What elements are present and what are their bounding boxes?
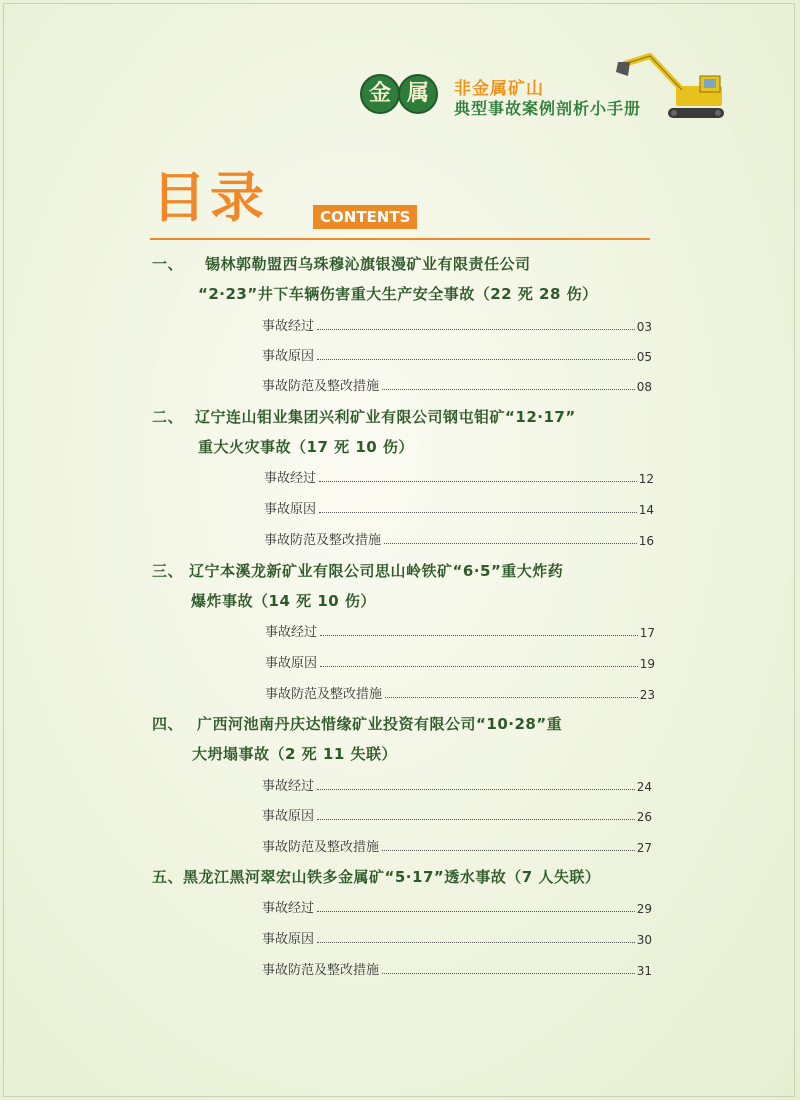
dot-leader xyxy=(320,635,638,636)
logo-seal-metal: 属 xyxy=(398,74,438,114)
toc-entry[interactable] xyxy=(262,314,652,334)
section-title-line2[interactable]: 重大火灾事故（17 死 10 伤） xyxy=(198,438,414,456)
section-number: 四、 xyxy=(152,715,184,733)
logo-seal-gold: 金 xyxy=(360,74,400,114)
dot-leader xyxy=(317,819,635,820)
section-title-line2[interactable]: 爆炸事故（14 死 10 伤） xyxy=(191,592,376,610)
toc-entry-label: 事故防范及整改措施 xyxy=(262,963,380,978)
toc-entry[interactable] xyxy=(265,651,655,671)
toc-entry[interactable] xyxy=(262,344,652,364)
section-number: 五、 xyxy=(152,868,184,886)
toc-entry-label: 事故防范及整改措施 xyxy=(265,687,383,702)
section-number: 一、 xyxy=(152,255,184,273)
toc-page-number: 12 xyxy=(638,472,654,486)
dot-leader xyxy=(317,942,635,943)
toc-page-number: 26 xyxy=(636,810,652,824)
section-title-line1: 广西河池南丹庆达惜缘矿业投资有限公司“10·28”重 xyxy=(197,715,563,733)
toc-entry-label: 事故经过 xyxy=(262,319,315,334)
dot-leader xyxy=(382,389,635,390)
toc-entry[interactable] xyxy=(262,958,652,978)
dot-leader xyxy=(385,697,638,698)
dot-leader xyxy=(317,359,635,360)
heading-divider xyxy=(150,238,650,240)
toc-entry-label: 事故原因 xyxy=(264,502,317,517)
section-title-line1: 辽宁连山钼业集团兴利矿业有限公司钢屯钼矿“12·17” xyxy=(195,408,576,426)
toc-entry-label: 事故防范及整改措施 xyxy=(262,840,380,855)
dot-leader xyxy=(319,481,637,482)
series-title-line1: 非金属矿山 xyxy=(454,79,544,99)
section-title[interactable] xyxy=(152,406,576,427)
toc-entry-label: 事故原因 xyxy=(265,656,318,671)
toc-page-number: 31 xyxy=(636,964,652,978)
toc-page-number: 30 xyxy=(636,933,652,947)
toc-entry[interactable] xyxy=(262,835,652,855)
toc-entry[interactable] xyxy=(262,927,652,947)
section-title[interactable] xyxy=(152,713,562,734)
section-number: 三、 xyxy=(152,562,184,580)
toc-entry-label: 事故防范及整改措施 xyxy=(262,379,380,394)
toc-page-number: 16 xyxy=(638,534,654,548)
section-title-line2[interactable]: “2·23”井下车辆伤害重大生产安全事故（22 死 28 伤） xyxy=(198,285,598,303)
section-title-line1: 锡林郭勒盟西乌珠穆沁旗银漫矿业有限责任公司 xyxy=(205,255,531,273)
section-title[interactable] xyxy=(152,560,563,581)
toc-entry[interactable] xyxy=(262,774,652,794)
toc-entry-label: 事故经过 xyxy=(265,625,318,640)
toc-page-number: 27 xyxy=(636,841,652,855)
toc-entry[interactable] xyxy=(264,466,654,486)
toc-entry-label: 事故原因 xyxy=(262,932,315,947)
toc-page-number: 17 xyxy=(639,626,655,640)
toc-page-number: 03 xyxy=(636,320,652,334)
toc-entry-label: 事故原因 xyxy=(262,809,315,824)
toc-page-number: 19 xyxy=(639,657,655,671)
toc-entry[interactable] xyxy=(262,374,652,394)
toc-entry-label: 事故经过 xyxy=(262,901,315,916)
toc-entry[interactable] xyxy=(265,682,655,702)
dot-leader xyxy=(382,850,635,851)
toc-page-number: 08 xyxy=(636,380,652,394)
section-title-line2[interactable]: 大坍塌事故（2 死 11 失联） xyxy=(192,745,397,763)
section-title[interactable] xyxy=(152,866,600,887)
toc-page-number: 14 xyxy=(638,503,654,517)
toc-entry-label: 事故经过 xyxy=(264,471,317,486)
section-number: 二、 xyxy=(152,408,184,426)
section-title-line1: 辽宁本溪龙新矿业有限公司思山岭铁矿“6·5”重大炸药 xyxy=(189,562,564,580)
page-title: 目录 xyxy=(152,166,268,229)
section-title[interactable] xyxy=(152,253,531,274)
toc-entry[interactable] xyxy=(262,896,652,916)
dot-leader xyxy=(384,543,637,544)
dot-leader xyxy=(317,789,635,790)
toc-page-number: 23 xyxy=(639,688,655,702)
toc-page-number: 24 xyxy=(636,780,652,794)
dot-leader xyxy=(382,973,635,974)
toc-entry-label: 事故经过 xyxy=(262,779,315,794)
toc-entry-label: 事故防范及整改措施 xyxy=(264,533,382,548)
toc-entry[interactable] xyxy=(264,497,654,517)
dot-leader xyxy=(317,329,635,330)
toc-page-number: 29 xyxy=(636,902,652,916)
series-title-line2: 典型事故案例剖析小手册 xyxy=(454,99,642,118)
dot-leader xyxy=(319,512,637,513)
section-title-line1: 黑龙江黑河翠宏山铁多金属矿“5·17”透水事故（7 人失联） xyxy=(183,868,601,886)
toc-entry[interactable] xyxy=(262,804,652,824)
toc-page-number: 05 xyxy=(636,350,652,364)
toc-entry-label: 事故原因 xyxy=(262,349,315,364)
toc-entry[interactable] xyxy=(265,620,655,640)
excavator-icon xyxy=(610,52,730,120)
dot-leader xyxy=(320,666,638,667)
contents-badge: CONTENTS xyxy=(313,205,417,229)
dot-leader xyxy=(317,911,635,912)
toc-entry[interactable] xyxy=(264,528,654,548)
